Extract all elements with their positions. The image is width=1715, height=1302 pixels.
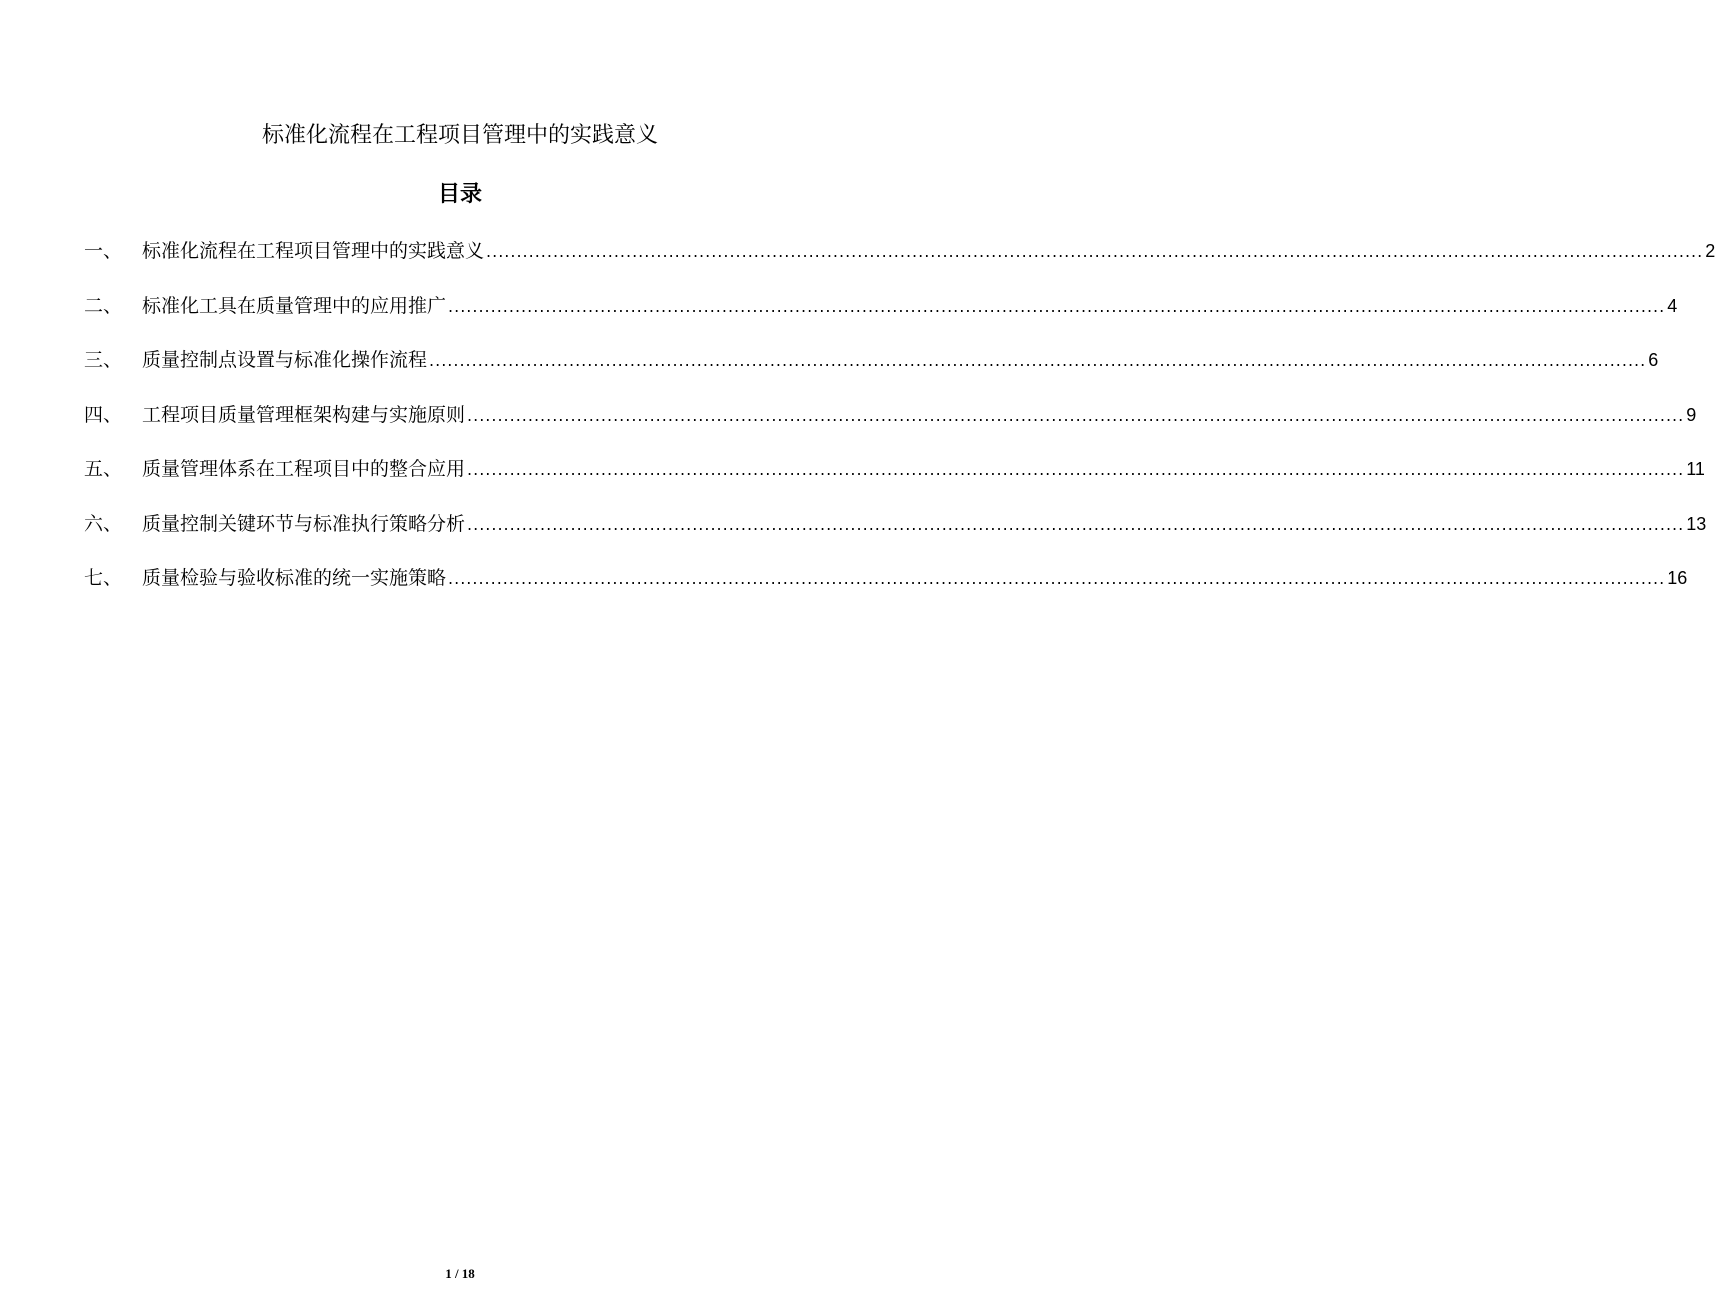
- page-number-footer: 1 / 18: [445, 1266, 475, 1281]
- toc-entry-title: 标准化工具在质量管理中的应用推广: [142, 294, 447, 317]
- toc-entry-number: 六、: [84, 512, 123, 535]
- toc-entry-number: 七、: [84, 567, 123, 589]
- toc-entry-number: 五、: [84, 458, 123, 480]
- toc-entry-number: 二、: [84, 294, 123, 317]
- toc-entry-3[interactable]: [84, 344, 1659, 399]
- toc-entry-title: 标准化流程在工程项目管理中的实践意义: [142, 240, 485, 262]
- toc-entry-page: 11: [1686, 459, 1705, 479]
- toc-heading: 目录: [437, 182, 482, 207]
- toc-entry-4[interactable]: [84, 399, 1697, 454]
- toc-dot-leader: ........................................................................................................................................................................................................: [429, 351, 1647, 370]
- toc-entry-title: 质量控制关键环节与标准执行策略分析: [142, 512, 466, 535]
- toc-entry-number: 一、: [84, 240, 123, 262]
- toc-entry-7[interactable]: [84, 562, 1688, 617]
- toc-dot-leader: ........................................................................................................................................................................................................: [467, 460, 1685, 479]
- toc-entry-title: 质量检验与验收标准的统一实施策略: [142, 567, 447, 589]
- toc-entry-number: 三、: [84, 349, 123, 371]
- toc-entry-2[interactable]: [84, 290, 1678, 345]
- toc-dot-leader: ........................................................................................................................................................................................................: [486, 242, 1704, 261]
- toc-entry-number: 四、: [84, 403, 123, 426]
- toc-entry-page: 13: [1686, 513, 1707, 534]
- toc-entry-title: 工程项目质量管理框架构建与实施原则: [142, 403, 466, 426]
- toc-entry-6[interactable]: [84, 508, 1707, 563]
- toc-entry-title: 质量控制点设置与标准化操作流程: [142, 349, 428, 371]
- toc-entry-page: 9: [1686, 404, 1697, 425]
- toc-entry-1[interactable]: [84, 235, 1715, 290]
- toc-entry-page: 2: [1705, 241, 1715, 261]
- toc-dot-leader: ........................................................................................................................................................................................................: [467, 405, 1685, 425]
- table-of-contents: [84, 235, 1715, 617]
- document-title: 标准化流程在工程项目管理中的实践意义: [261, 123, 658, 148]
- toc-entry-page: 16: [1667, 568, 1688, 588]
- toc-dot-leader: ........................................................................................................................................................................................................: [448, 569, 1666, 588]
- toc-entry-page: 4: [1667, 295, 1678, 316]
- toc-dot-leader: ........................................................................................................................................................................................................: [467, 514, 1685, 534]
- toc-entry-5[interactable]: [84, 453, 1705, 508]
- toc-entry-page: 6: [1648, 350, 1659, 370]
- toc-dot-leader: ........................................................................................................................................................................................................: [448, 296, 1666, 316]
- toc-entry-title: 质量管理体系在工程项目中的整合应用: [142, 458, 466, 480]
